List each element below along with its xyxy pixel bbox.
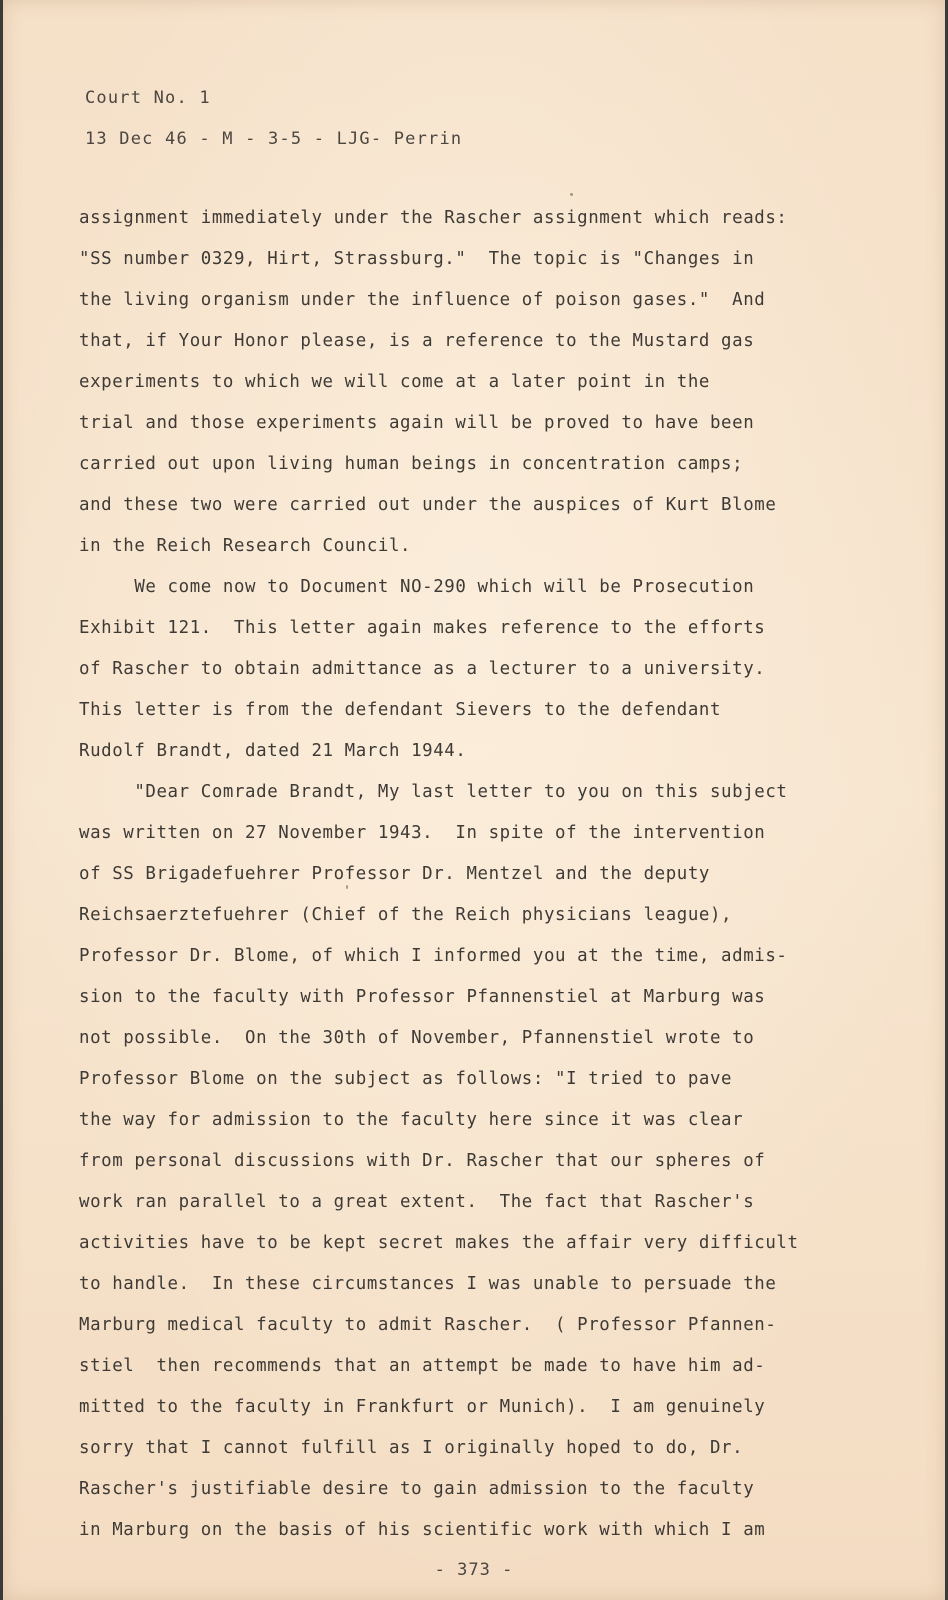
transcript-line: of SS Brigadefuehrer Professor Dr. Mentzel and the deputy [79,864,710,884]
transcript-line: and these two were carried out under the auspices of Kurt Blome [79,495,777,515]
document-page [3,0,945,1600]
transcript-line: not possible. On the 30th of November, Pfannenstiel wrote to [79,1028,755,1048]
transcript-line: that, if Your Honor please, is a reference to the Mustard gas [79,331,755,351]
transcript-body [79,198,879,1551]
transcript-line: in Marburg on the basis of his scientific work with which I am [79,1520,766,1540]
court-number: Court No. 1 [85,88,211,108]
transcript-line: mitted to the faculty in Frankfurt or Munich). I am genuinely [79,1397,766,1417]
transcript-line: to handle. In these circumstances I was unable to persuade the [79,1274,777,1294]
transcript-line: of Rascher to obtain admittance as a lecturer to a university. [79,659,766,679]
transcript-line: the way for admission to the faculty here since it was clear [79,1110,744,1130]
ink-speck [570,193,573,196]
page-header [85,78,462,160]
transcript-line: sorry that I cannot fulfill as I originally hoped to do, Dr. [79,1438,744,1458]
transcript-line: "Dear Comrade Brandt, My last letter to you on this subject [79,782,788,802]
transcript-line: sion to the faculty with Professor Pfannenstiel at Marburg was [79,987,766,1007]
transcript-line: carried out upon living human beings in concentration camps; [79,454,744,474]
transcript-line: Rudolf Brandt, dated 21 March 1944. [79,741,467,761]
session-reference: 13 Dec 46 - M - 3-5 - LJG- Perrin [85,129,463,149]
transcript-line: trial and those experiments again will be proved to have been [79,413,755,433]
transcript-line: We come now to Document NO-290 which will be Prosecution [79,577,755,597]
transcript-line: Professor Blome on the subject as follows: "I tried to pave [79,1069,733,1089]
transcript-line: Professor Dr. Blome, of which I informed you at the time, admis- [79,946,788,966]
transcript-line: was written on 27 November 1943. In spite of the intervention [79,823,766,843]
transcript-line: assignment immediately under the Rascher assignment which reads: [79,208,788,228]
transcript-line: Marburg medical faculty to admit Rascher. ( Professor Pfannen- [79,1315,777,1335]
page-number: - 373 - [434,1560,514,1580]
transcript-line: This letter is from the defendant Sievers to the defendant [79,700,722,720]
transcript-line: activities have to be kept secret makes the affair very difficult [79,1233,799,1253]
transcript-line: from personal discussions with Dr. Rascher that our spheres of [79,1151,766,1171]
transcript-line: stiel then recommends that an attempt be made to have him ad- [79,1356,766,1376]
transcript-line: experiments to which we will come at a later point in the [79,372,710,392]
transcript-line: work ran parallel to a great extent. The fact that Rascher's [79,1192,755,1212]
transcript-line: the living organism under the influence of poison gases." And [79,290,766,310]
transcript-line: in the Reich Research Council. [79,536,412,556]
transcript-line: Rascher's justifiable desire to gain admission to the faculty [79,1479,755,1499]
transcript-line: Reichsaerztefuehrer (Chief of the Reich physicians league), [79,905,733,925]
transcript-line: Exhibit 121. This letter again makes reference to the efforts [79,618,766,638]
transcript-line: "SS number 0329, Hirt, Strassburg." The topic is "Changes in [79,249,755,269]
